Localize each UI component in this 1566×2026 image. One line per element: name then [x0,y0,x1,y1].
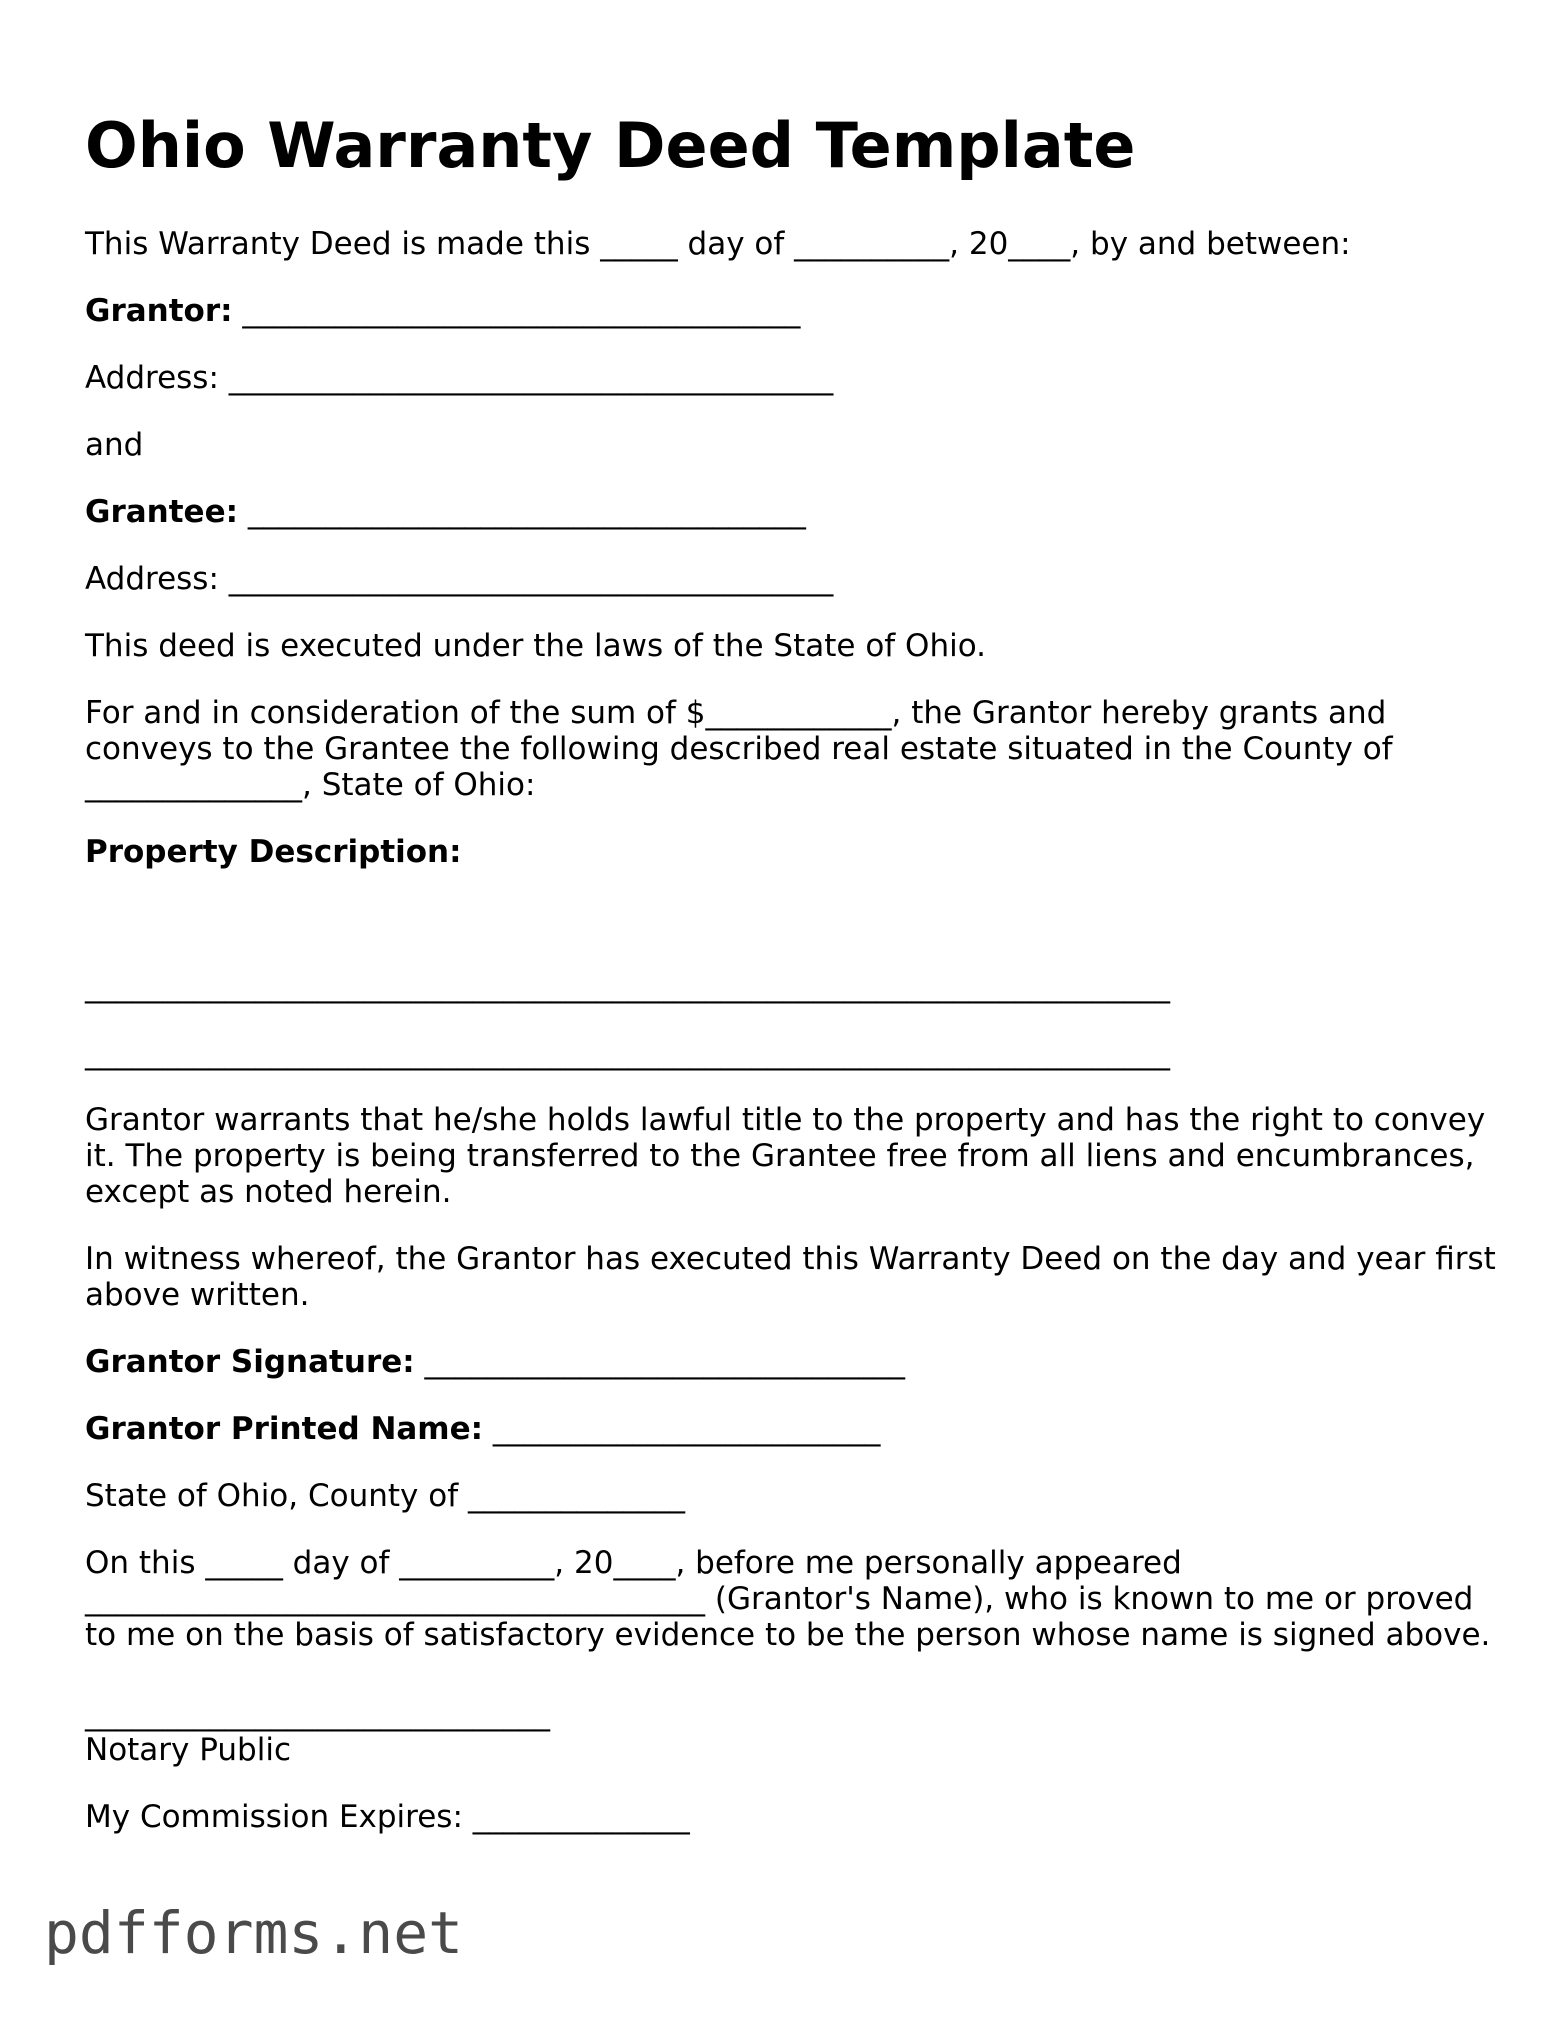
warrants-paragraph: Grantor warrants that he/she holds lawful title to the property and has the right to convey it. The property is being transferred to the Grantee free from all liens and encumbrances, except as noted herein. [85,1102,1486,1210]
grantee-field [85,494,1505,530]
grantee-address-field: Address: _______________________________________ [85,561,834,597]
document-title: Ohio Warranty Deed Template [85,109,1136,182]
property-line-1: ______________________________________________________________________ [85,968,1170,1004]
grantor-field [85,293,1505,329]
notary-spacer [85,1684,1505,1696]
grantee-label: Grantee: [85,494,238,530]
grantor-signature-label: Grantor Signature: [85,1344,415,1380]
property-spacer [85,901,1505,937]
grantor-label: Grantor: [85,293,233,329]
witness-paragraph: In witness whereof, the Grantor has executed this Warranty Deed on the day and year first above written. [85,1241,1496,1313]
consideration-paragraph: For and in consideration of the sum of $____________, the Grantor hereby grants and conveys to the Grantee the following described real estate situated in the County of ______________, State of Ohio: [85,695,1393,803]
grantor-printed-name-field [85,1411,1505,1447]
notary-signature-line: ______________________________ [85,1696,550,1732]
watermark-logo: pdfforms.net [44,1899,464,1967]
notary-public-label: Notary Public [85,1732,291,1768]
county-field: State of Ohio, County of ______________ [85,1478,685,1514]
commission-expires-field: My Commission Expires: ______________ [85,1799,690,1835]
grantor-printed-name-label: Grantor Printed Name: [85,1411,484,1447]
grantor-address-field: Address: _______________________________________ [85,360,834,396]
grantee-blank: ____________________________________ [238,494,806,530]
notary-paragraph: On this _____ day of __________, 20____, before me personally appeared ________________________________________ (Grantor's Name), who is known to me or proved to me on the basis of satisfactory evidence to be the person whose name is signed above. [85,1545,1491,1653]
property-description-label: Property Description: [85,834,462,870]
grantor-printed-name-blank: _________________________ [483,1411,881,1447]
property-line-2: ______________________________________________________________________ [85,1035,1170,1071]
grantor-blank: ____________________________________ [232,293,801,329]
grantor-signature-blank: _______________________________ [414,1344,906,1380]
and-text: and [85,427,144,463]
document-page [85,108,1505,1866]
intro-paragraph: This Warranty Deed is made this _____ day of __________, 20____, by and between: [85,226,1351,262]
grantor-signature-field [85,1344,1505,1380]
laws-paragraph: This deed is executed under the laws of the State of Ohio. [85,628,986,664]
